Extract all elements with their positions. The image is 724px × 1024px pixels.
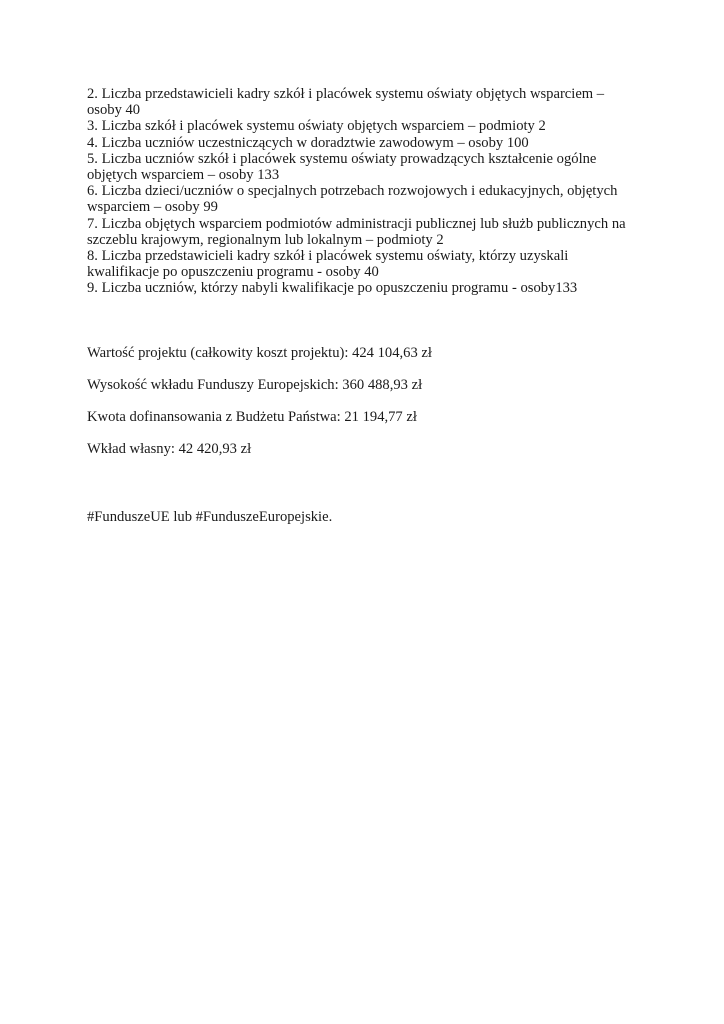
- finance-line-state-budget: Kwota dofinansowania z Budżetu Państwa: 21 194,77 zł: [87, 409, 417, 426]
- indicator-item: 6. Liczba dzieci/uczniów o specjalnych potrzebach rozwojowych i edukacyjnych, objętych wsparciem – osoby 99: [87, 183, 618, 216]
- finance-block: [87, 345, 632, 458]
- indicator-list: [87, 86, 632, 297]
- finance-line-project-value: Wartość projektu (całkowity koszt projektu): 424 104,63 zł: [87, 344, 432, 361]
- indicator-item: 2. Liczba przedstawicieli kadry szkół i placówek systemu oświaty objętych wsparciem – osoby 40: [87, 86, 605, 119]
- indicator-item: 7. Liczba objętych wsparciem podmiotów administracji publicznej lub służb publicznych na szczeblu krajowym, regionalnym lub lokalnym – podmioty 2: [87, 215, 626, 248]
- indicator-item: 5. Liczba uczniów szkół i placówek systemu oświaty prowadzących kształcenie ogólne objętych wsparciem – osoby 133: [87, 150, 597, 184]
- indicator-item: 3. Liczba szkół i placówek systemu oświaty objętych wsparciem – podmioty 2: [87, 118, 546, 135]
- indicator-item: 4. Liczba uczniów uczestniczących w doradztwie zawodowym – osoby 100: [87, 134, 529, 151]
- indicator-item: 9. Liczba uczniów, którzy nabyli kwalifikacje po opuszczeniu programu - osoby133: [87, 280, 578, 297]
- finance-line-eu-funds: Wysokość wkładu Funduszy Europejskich: 360 488,93 zł: [87, 376, 423, 393]
- block-spacer: [87, 297, 632, 313]
- hashtags-line: #FunduszeUE lub #FunduszeEuropejskie.: [87, 509, 333, 526]
- finance-line-own-contribution: Wkład własny: 42 420,93 zł: [87, 441, 252, 458]
- indicator-item: 8. Liczba przedstawicieli kadry szkół i placówek systemu oświaty, którzy uzyskali kwalifikacje po opuszczeniu programu - osoby 40: [87, 248, 569, 281]
